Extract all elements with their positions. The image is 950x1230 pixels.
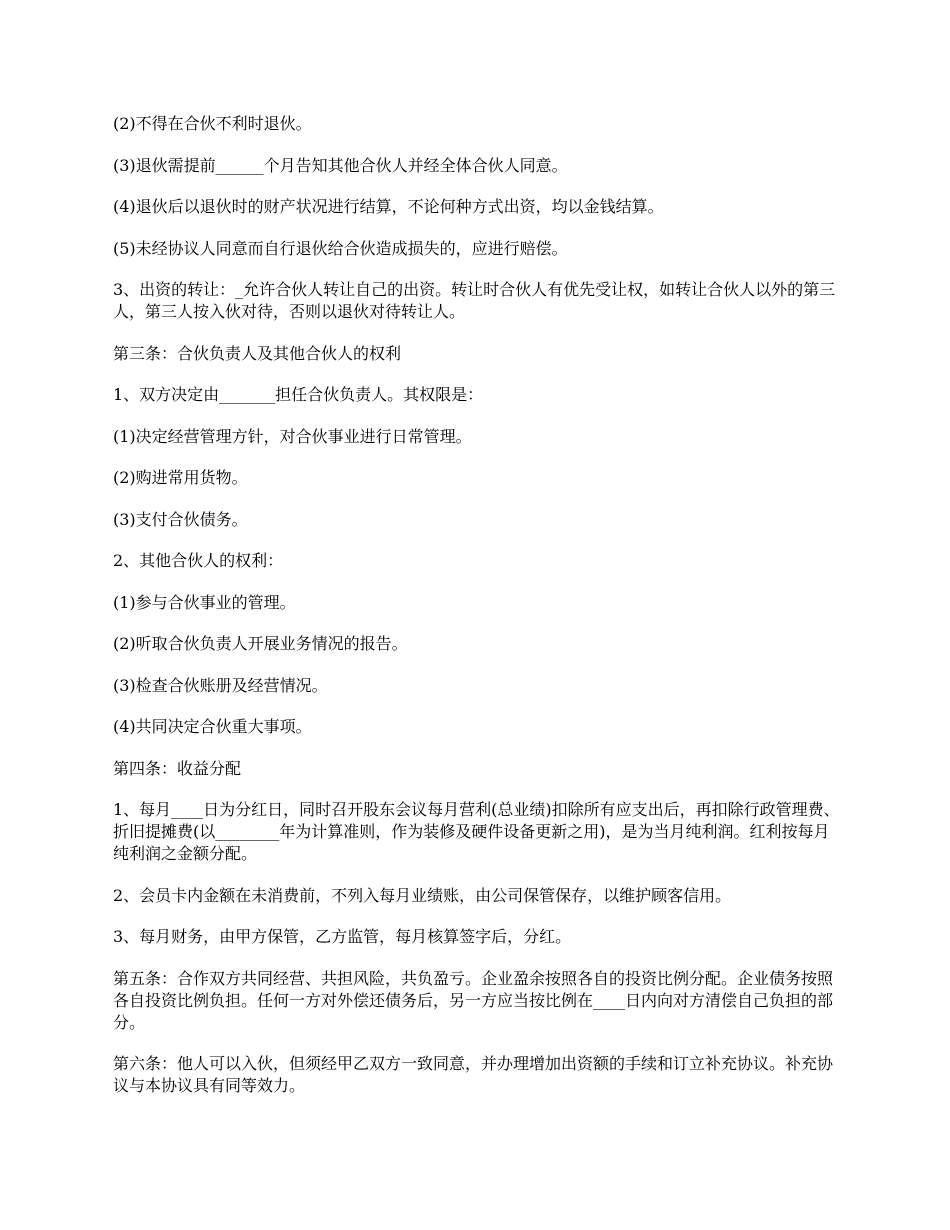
- paragraph-authority-debts: (3)支付合伙债务。: [113, 509, 248, 529]
- paragraph-monthly-finance: 3、每月财务，由甲方保管，乙方监管，每月核算签字后，分红。: [113, 927, 572, 946]
- paragraph-capital-transfer: 3、出资的转让：_允许合伙人转让自己的出资。转让时合伙人有优先受让权，如转让合伙人以外的第三人，第三人按入伙对待，否则以退伙对待转让人。: [113, 280, 836, 321]
- article-three-heading: 第三条：合伙负责人及其他合伙人的权利: [113, 343, 402, 363]
- article-five-paragraph: 第五条：合作双方共同经营、共担风险，共负盈亏。企业盈余按照各自的投资比例分配。企业债务按照各自投资比例负担。任何一方对外偿还债务后，另一方应当按比例在____日内向对方清偿自己负担的部分。: [113, 968, 834, 1032]
- paragraph-other-partner-rights: 2、其他合伙人的权利：: [113, 551, 284, 570]
- paragraph-authority-management: (1)决定经营管理方针，对合伙事业进行日常管理。: [113, 426, 472, 446]
- article-four-heading: 第四条：收益分配: [113, 758, 242, 778]
- paragraph-rights-inspect: (3)检查合伙账册及经营情况。: [113, 675, 328, 695]
- article-six-paragraph: 第六条：他人可以入伙，但须经甲乙双方一致同意，并办理增加出资额的手续和订立补充协议。补充协议与本协议具有同等效力。: [113, 1054, 834, 1095]
- paragraph-rights-decide: (4)共同决定合伙重大事项。: [113, 717, 312, 736]
- paragraph-withdrawal-settlement: (4)退伙后以退伙时的财产状况进行结算，不论何种方式出资，均以金钱结算。: [113, 197, 664, 216]
- paragraph-responsible-partner: 1、双方决定由_______担任合伙负责人。其权限是：: [113, 385, 484, 404]
- paragraph-dividend-day: 1、每月____日为分红日，同时召开股东会议每月营利(总业绩)扣除所有应支出后，再扣除行政管理费、折旧提摊费(以________年为计算准则，作为装修及硬件设备更新之用)，是为当月纯利润。红利按每月纯利润之金额分配。: [113, 800, 840, 863]
- paragraph-withdrawal-notice: (3)退伙需提前______个月告知其他合伙人并经全体合伙人同意。: [113, 155, 568, 175]
- paragraph-rights-report: (2)听取合伙负责人开展业务情况的报告。: [113, 634, 408, 653]
- paragraph-authority-purchase: (2)购进常用货物。: [113, 468, 248, 487]
- paragraph-withdrawal-unfavorable: (2)不得在合伙不利时退伙。: [113, 114, 312, 133]
- document-body: [113, 113, 843, 1117]
- paragraph-rights-participate: (1)参与合伙事业的管理。: [113, 592, 296, 612]
- paragraph-member-card: 2、会员卡内金额在未消费前，不列入每月业绩账，由公司保管保存，以维护顾客信用。: [113, 885, 732, 905]
- paragraph-withdrawal-compensation: (5)未经协议人同意而自行退伙给合伙造成损失的，应进行赔偿。: [113, 238, 568, 258]
